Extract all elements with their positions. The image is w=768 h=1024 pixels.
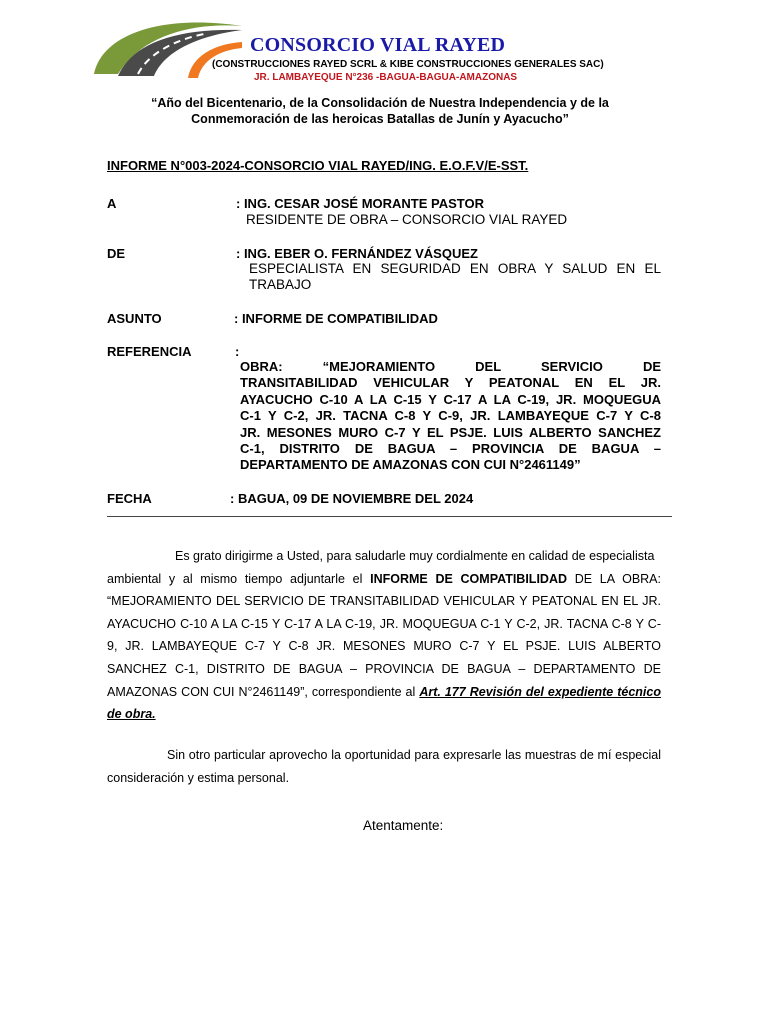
paragraph-text: ambiental y al mismo tiempo adjuntarle el: [107, 571, 371, 586]
paragraph-line: Sin otro particular aprovecho la oportunidad para expresarle las muestras de mí especial: [167, 748, 661, 762]
paragraph-line: [107, 681, 661, 704]
company-name: CONSORCIO VIAL RAYED: [250, 34, 506, 56]
company-subtitle: (CONSTRUCCIONES RAYED SCRL & KIBE CONSTRUCCIONES GENERALES SAC): [212, 59, 604, 70]
reference-line: AYACUCHO C-10 A LA C-15 Y C-17 A LA C-19, JR. MOQUEGUA: [240, 391, 661, 407]
paragraph-text: AMAZONAS CON CUI N°2461149”, correspondiente al: [107, 684, 420, 699]
paragraph-line: AYACUCHO C-10 A LA C-15 Y C-17 A LA C-19, JR. MOQUEGUA C-1 Y C-2, JR. TACNA C-8 Y C-: [107, 616, 661, 631]
report-type-bold: INFORME DE COMPATIBILIDAD: [370, 571, 567, 586]
reference-text: [240, 359, 661, 474]
article-reference: Art. 177 Revisión del expediente técnico: [419, 684, 661, 699]
reference-colon: :: [235, 344, 240, 359]
reference-line: C-1, DISTRITO DE BAGUA – PROVINCIA DE BAGUA –: [240, 441, 661, 457]
year-motto: [120, 95, 640, 127]
paragraph-line: [107, 703, 661, 726]
from-role: [249, 261, 661, 293]
paragraph-line: SANCHEZ C-1, DISTRITO DE BAGUA – PROVINCIA DE BAGUA – DEPARTAMENTO DE: [107, 661, 661, 676]
paragraph-line: [107, 568, 661, 591]
motto-line-2: Conmemoración de las heroicas Batallas de Junín y Ayacucho”: [191, 112, 569, 126]
to-value: : ING. CESAR JOSÉ MORANTE PASTOR: [236, 196, 484, 211]
paragraph-line: Es grato dirigirme a Usted, para saludarle muy cordialmente en calidad de especialista: [175, 549, 655, 563]
reference-line: JR. MESONES MURO C-7 Y EL PSJE. LUIS ALBERTO SANCHEZ: [240, 424, 661, 440]
body-paragraph-1: [107, 545, 661, 726]
from-value: : ING. EBER O. FERNÁNDEZ VÁSQUEZ: [236, 246, 478, 261]
reference-label: REFERENCIA: [107, 344, 192, 359]
closing-salutation: Atentamente:: [363, 818, 444, 833]
from-label: DE: [107, 246, 126, 261]
report-number: INFORME N°003-2024-CONSORCIO VIAL RAYED/ING. E.O.F.V/E-SST.: [107, 158, 529, 173]
reference-line: DEPARTAMENTO DE AMAZONAS CON CUI N°2461149”: [240, 457, 581, 473]
article-reference-end: de obra.: [107, 707, 156, 722]
to-role: RESIDENTE DE OBRA – CONSORCIO VIAL RAYED: [246, 212, 568, 227]
subject-value: : INFORME DE COMPATIBILIDAD: [234, 311, 438, 326]
subject-label: ASUNTO: [107, 311, 162, 326]
company-address: JR. LAMBAYEQUE N°236 -BAGUA-BAGUA-AMAZONAS: [254, 72, 518, 83]
reference-line: C-1 Y C-2, JR. TACNA C-8 Y C-9, JR. LAMBAYEQUE C-7 Y C-8: [240, 408, 661, 424]
motto-line-1: “Año del Bicentenario, de la Consolidación de Nuestra Independencia y de la: [151, 96, 609, 110]
reference-line: OBRA: “MEJORAMIENTO DEL SERVICIO DE: [240, 359, 661, 374]
reference-line: TRANSITABILIDAD VEHICULAR Y PEATONAL EN EL JR.: [240, 375, 661, 391]
paragraph-line: “MEJORAMIENTO DEL SERVICIO DE TRANSITABILIDAD VEHICULAR Y PEATONAL EN EL JR.: [107, 594, 661, 609]
body-paragraph-2: [107, 744, 661, 789]
paragraph-line: consideración y estima personal.: [107, 770, 290, 785]
paragraph-text: DE LA OBRA:: [567, 571, 661, 586]
paragraph-line: 9, JR. LAMBAYEQUE C-7 Y C-8 JR. MESONES MURO C-7 Y EL PSJE. LUIS ALBERTO: [107, 639, 661, 654]
header-divider: [107, 516, 672, 517]
from-role-line-2: TRABAJO: [249, 277, 312, 292]
from-role-line-1: ESPECIALISTA EN SEGURIDAD EN OBRA Y SALUD EN EL: [249, 261, 661, 276]
date-value: : BAGUA, 09 DE NOVIEMBRE DEL 2024: [230, 491, 474, 506]
date-label: FECHA: [107, 491, 152, 506]
to-label: A: [107, 196, 117, 211]
